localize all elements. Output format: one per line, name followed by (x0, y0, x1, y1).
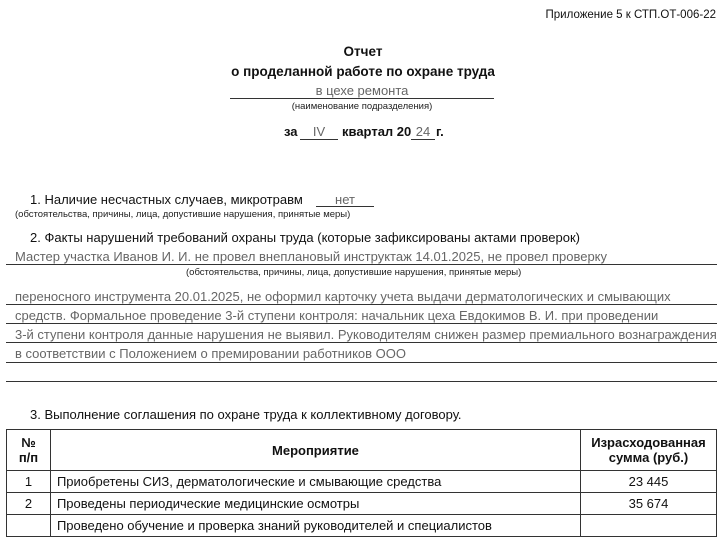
violation-underline-2 (6, 304, 717, 305)
year-value: 24 (415, 124, 431, 139)
violation-underline-4 (6, 342, 717, 343)
section2-label: 2. Факты нарушений требований охраны труда (которые зафиксированы актами проверок) (30, 230, 581, 245)
violation-underline-1 (6, 264, 717, 265)
row-amount: 23 445 (581, 471, 717, 493)
quarter-underline (300, 139, 338, 140)
row-event: Проведены периодические медицинские осмотры (50, 493, 580, 515)
report-title: Отчет (343, 44, 383, 59)
violation-line-4: 3-й ступени контроля данные нарушения не выявил. Руководителям снижен размер премиального вознаграждения (15, 327, 717, 342)
section1-label: 1. Наличие несчастных случаев, микротравм (30, 192, 303, 207)
col-header-amount (581, 430, 717, 471)
department-hint: (наименование подразделения) (291, 101, 433, 112)
report-subtitle: о проделанной работе по охране труда (231, 64, 495, 79)
row-num: 1 (7, 471, 51, 493)
col-header-num-line2: п/п (18, 450, 39, 465)
section2-hint: (обстоятельства, причины, лица, допустившие нарушения, принятые меры) (186, 267, 522, 278)
table-row (7, 471, 717, 493)
table-header-row (7, 430, 717, 471)
section1-underline (316, 206, 374, 207)
year-end: г. (436, 124, 444, 139)
row-amount: 35 674 (581, 493, 717, 515)
period-prefix: за (284, 124, 298, 139)
department-underline (230, 98, 494, 99)
row-num: 2 (7, 493, 51, 515)
violation-underline-3 (6, 323, 717, 324)
year-underline (411, 139, 435, 140)
violation-line-2: переносного инструмента 20.01.2025, не оформил карточку учета выдачи дерматологических и смывающих (15, 289, 671, 304)
quarter-value: IV (312, 124, 326, 139)
row-event: Проведено обучение и проверка знаний руководителей и специалистов (50, 515, 580, 537)
quarter-text: квартал 20 (342, 124, 412, 139)
section3-label: 3. Выполнение соглашения по охране труда к коллективному договору. (30, 407, 462, 422)
violation-line-1: Мастер участка Иванов И. И. не провел внеплановый инструктаж 14.01.2025, не провел проверку (15, 249, 608, 264)
col-header-amount-line1: Израсходованная (591, 435, 706, 450)
row-event: Приобретены СИЗ, дерматологические и смывающие средства (50, 471, 580, 493)
annex-reference: Приложение 5 к СТП.ОТ-006-22 (545, 9, 716, 21)
violation-underline-5 (6, 362, 717, 363)
violation-line-5: в соответствии с Положением о премировании работников ООО (15, 346, 406, 361)
col-header-num (7, 430, 51, 471)
violation-line-3: средств. Формальное проведение 3-й ступени контроля: начальник цеха Евдокимов В. И. при проведении (15, 308, 659, 323)
col-header-event: Мероприятие (50, 430, 580, 471)
agreement-table (6, 429, 717, 537)
department-value: в цехе ремонта (315, 83, 409, 98)
col-header-amount-line2: сумма (руб.) (608, 450, 689, 465)
violation-underline-6 (6, 381, 717, 382)
table-row (7, 493, 717, 515)
col-header-num-line1: № (21, 435, 36, 450)
section1-hint: (обстоятельства, причины, лица, допустившие нарушения, принятые меры) (15, 209, 351, 220)
section1-value: нет (335, 192, 355, 207)
